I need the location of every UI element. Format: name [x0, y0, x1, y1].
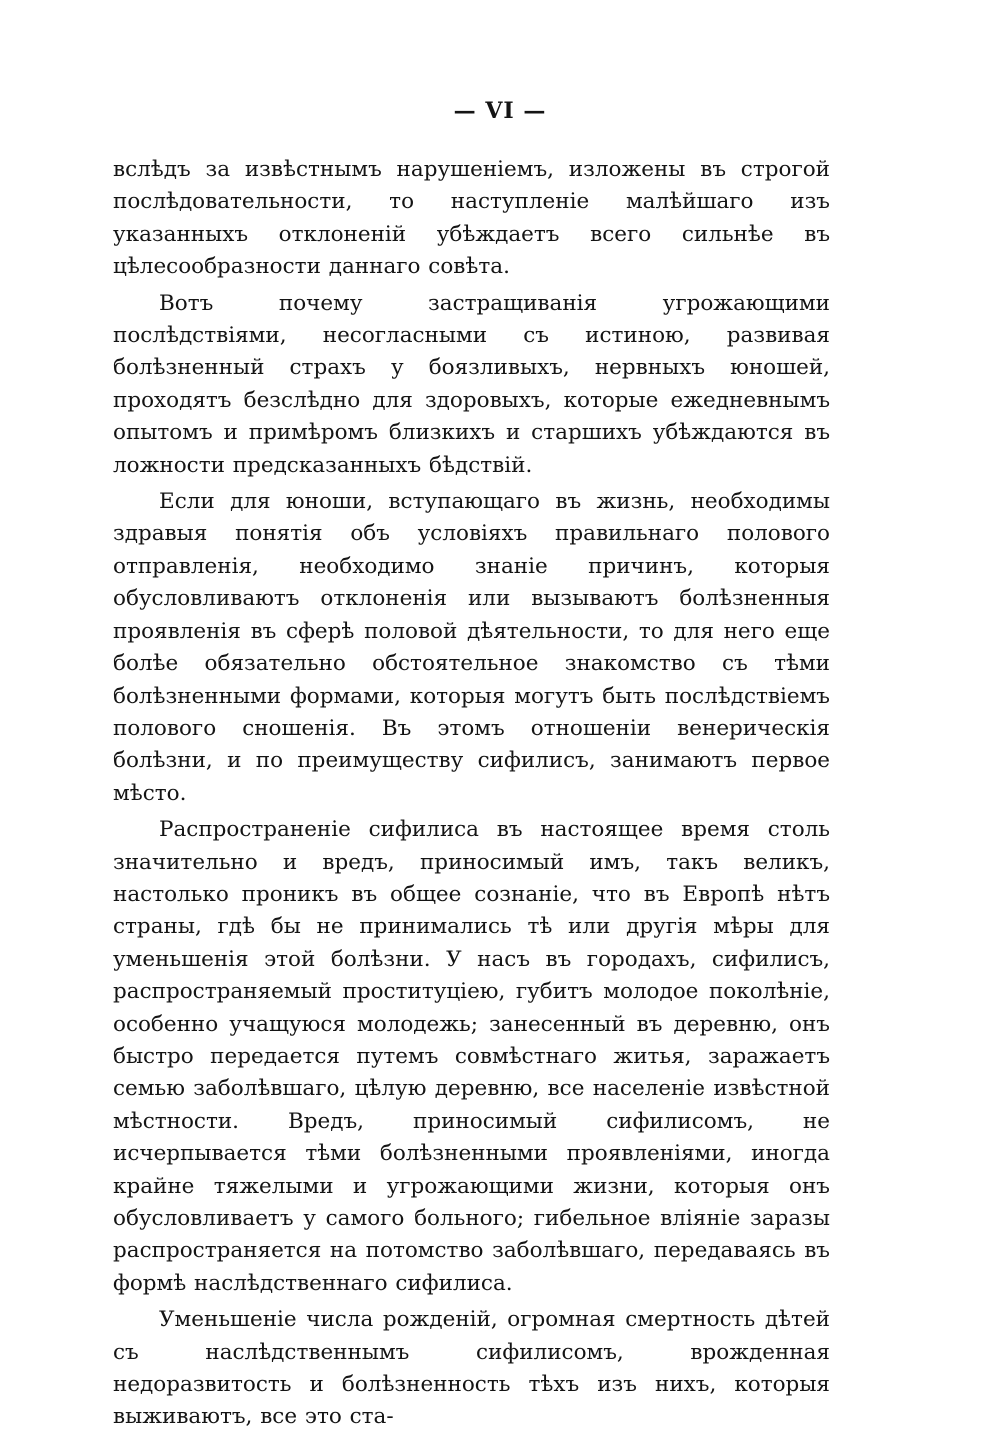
paragraph: Если для юноши, вступающаго въ жизнь, необходимы здравыя понятія объ условіяхъ правильнаго полового отправленія, необходимо знаніе причинъ, которыя обусловливаютъ отклоненія или вызываютъ болѣзненныя проявленія въ сферѣ половой дѣятельности, то для него еще болѣе обязательно обстоятельное знакомство съ тѣми болѣзненными формами, которыя могутъ быть послѣдствіемъ полового сношенія. Въ этомъ отношеніи венерическія болѣзни, и по преимуществу сифилисъ, занимаютъ первое мѣсто. [113, 489, 830, 806]
paragraph: Вотъ почему застращиванія угрожающими послѣдствіями, несогласными съ истиною, развивая болѣзненный страхъ у боязливыхъ, нервныхъ юношей, проходятъ безслѣдно для здоровыхъ, которые ежедневнымъ опытомъ и примѣромъ близкихъ и старшихъ убѣждаются въ ложности предсказанныхъ бѣдствій. [113, 290, 830, 478]
text-body [113, 154, 830, 1434]
paragraph-continued: вслѣдъ за извѣстнымъ нарушеніемъ, изложены въ строгой послѣдовательности, то наступленіе малѣйшаго изъ указанныхъ отклоненій убѣждаетъ всего сильнѣе въ цѣлесообразности даннаго совѣта. [113, 157, 830, 280]
page-number-header: — VI — [453, 98, 547, 124]
paragraph: Уменьшеніе числа рожденій, огромная смертность дѣтей съ наслѣдственнымъ сифилисомъ, врожденная недоразвитость и болѣзненность тѣхъ изъ нихъ, которыя выживаютъ, все это ста- [113, 1307, 830, 1430]
paragraph: Распространеніе сифилиса въ настоящее время столь значительно и вредъ, приносимый имъ, такъ великъ, настолько проникъ въ общее сознаніе, что въ Европѣ нѣтъ страны, гдѣ бы не принимались тѣ или другія мѣры для уменьшенія этой болѣзни. У насъ въ городахъ, сифилисъ, распространяемый проституціею, губитъ молодое поколѣніе, особенно учащуюся молодежь; занесенный въ деревню, онъ быстро передается путемъ совмѣстнаго житья, заражаетъ семью заболѣвшаго, цѣлую деревню, все населеніе извѣстной мѣстности. Вредъ, приносимый сифилисомъ, не исчерпывается тѣми болѣзненными проявленіями, иногда крайне тяжелыми и угрожающими жизни, которыя онъ обусловливаетъ у самого больного; гибельное вліяніе заразы распространяется на потомство заболѣвшаго, передаваясь въ формѣ наслѣдственнаго сифилиса. [113, 817, 830, 1296]
